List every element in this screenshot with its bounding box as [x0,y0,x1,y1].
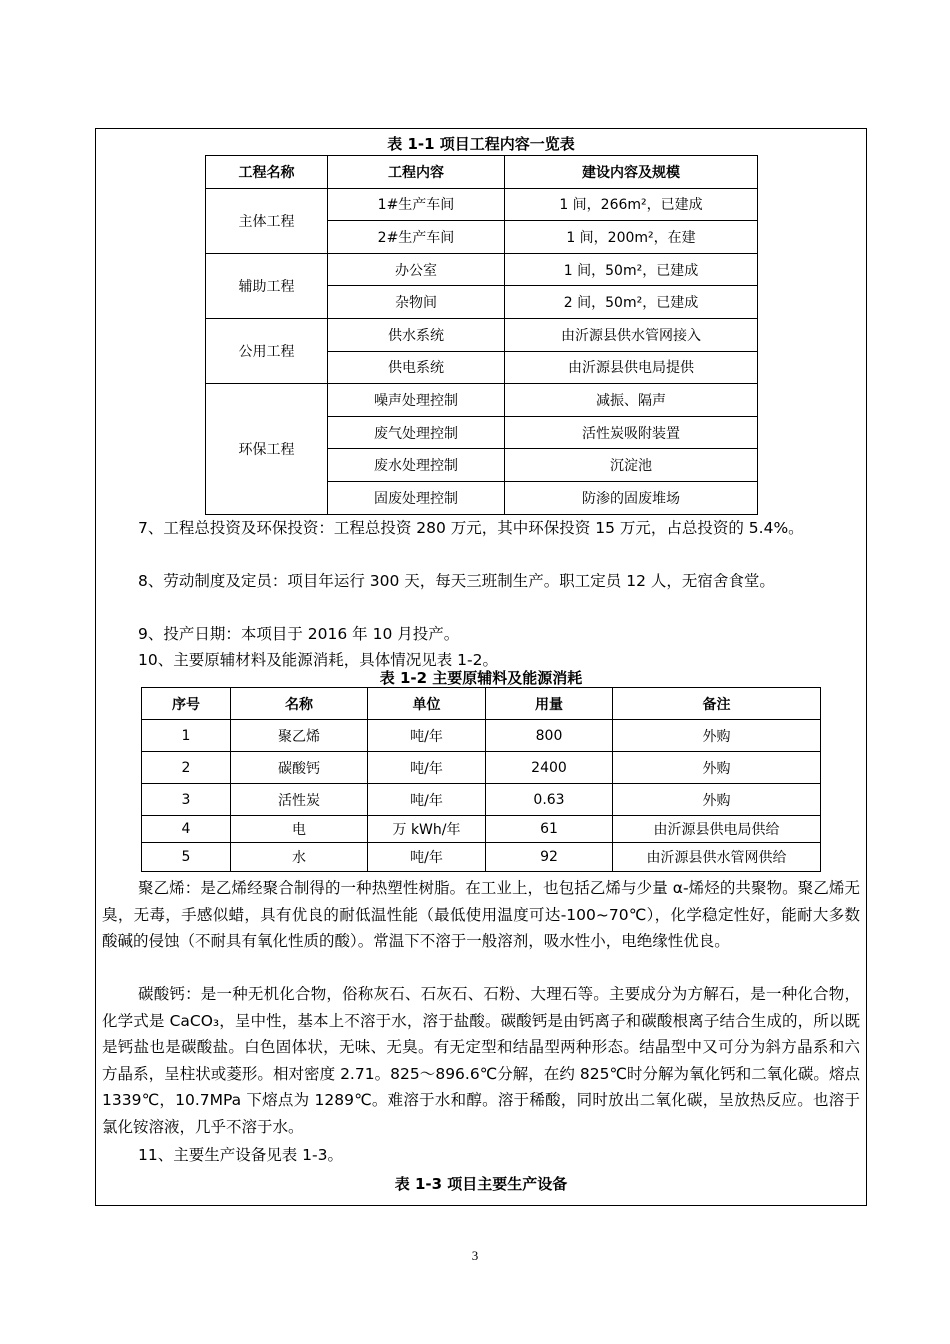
t1-cell: 2#生产车间 [328,221,505,254]
t1-cell: 1 间，266m²，已建成 [505,188,758,221]
t2-header: 单位 [368,688,486,720]
content-frame [95,128,867,1206]
t2-cell: 聚乙烯 [231,720,368,752]
t1-cell: 由沂源县供水管网接入 [505,318,758,351]
table2-caption: 表 1-2 主要原辅料及能源消耗 [379,669,583,687]
t1-cell: 废水处理控制 [328,449,505,482]
t2-cell: 外购 [613,752,821,784]
t2-header: 名称 [231,688,368,720]
t1-cell: 杂物间 [328,286,505,319]
page-number: 3 [471,1248,479,1263]
table-1-1 [205,155,758,515]
t1-cell: 办公室 [328,253,505,286]
t2-header: 用量 [486,688,613,720]
polyethylene-paragraph: 聚乙烯：是乙烯经聚合制得的一种热塑性树脂。在工业上，也包括乙烯与少量 α-烯烃的共聚物。聚乙烯无臭，无毒，手感似蜡，具有优良的耐低温性能（最低使用温度可达-100~70℃），化学稳定性好，能耐大多数酸碱的侵蚀（不耐具有氧化性质的酸）。常温下不溶于一般溶剂，吸水性小，电绝缘性优良。 [102,879,860,950]
t2-cell: 800 [486,720,613,752]
t2-cell: 0.63 [486,784,613,816]
t1-cell: 供水系统 [328,318,505,351]
t2-cell: 由沂源县供电局供给 [613,816,821,843]
t1-cell: 1 间，50m²，已建成 [505,253,758,286]
t1-cell: 活性炭吸附装置 [505,416,758,449]
t2-cell: 5 [142,843,231,872]
t2-cell: 吨/年 [368,752,486,784]
table1-caption: 表 1-1 项目工程内容一览表 [387,135,575,153]
t1-header: 建设内容及规模 [505,156,758,189]
t1-cell: 减振、隔声 [505,384,758,417]
t1-cell: 由沂源县供电局提供 [505,351,758,384]
t1-cell: 废气处理控制 [328,416,505,449]
t2-cell: 由沂源县供水管网供给 [613,843,821,872]
t1-cell: 防渗的固废堆场 [505,481,758,514]
t2-header: 序号 [142,688,231,720]
t1-group: 辅助工程 [206,253,328,318]
table-1-2 [141,687,821,872]
t2-cell: 碳酸钙 [231,752,368,784]
t2-cell: 2 [142,752,231,784]
t2-cell: 3 [142,784,231,816]
t2-cell: 水 [231,843,368,872]
paragraph-11: 11、主要生产设备见表 1-3。 [138,1146,343,1164]
t2-cell: 吨/年 [368,843,486,872]
t2-cell: 吨/年 [368,784,486,816]
t1-header: 工程名称 [206,156,328,189]
t1-cell: 固废处理控制 [328,481,505,514]
paragraph-8: 8、劳动制度及定员：项目年运行 300 天，每天三班制生产。职工定员 12 人，无宿舍食堂。 [138,572,775,590]
t2-cell: 吨/年 [368,720,486,752]
t1-cell: 2 间，50m²，已建成 [505,286,758,319]
t2-cell: 外购 [613,784,821,816]
calcium-carbonate-paragraph: 碳酸钙：是一种无机化合物，俗称灰石、石灰石、石粉、大理石等。主要成分为方解石，是一种化合物，化学式是 CaCO₃，呈中性，基本上不溶于水，溶于盐酸。碳酸钙是由钙离子和碳酸根离子结合生成的，所以既是钙盐也是碳酸盐。白色固体状，无味、无臭。有无定型和结晶型两种形态。结晶型中又可分为斜方晶系和六方晶系，呈柱状或菱形。相对密度 2.71。825～896.6℃分解，在约 825℃时分解为氧化钙和二氧化碳。熔点 1339℃，10.7MPa 下熔点为 1289℃。难溶于水和醇。溶于稀酸，同时放出二氧化碳，呈放热反应。也溶于氯化铵溶液，几乎不溶于水。 [102,985,860,1136]
t2-cell: 1 [142,720,231,752]
t1-cell: 1#生产车间 [328,188,505,221]
paragraph-10: 10、主要原辅材料及能源消耗，具体情况见表 1-2。 [138,651,498,669]
t2-cell: 电 [231,816,368,843]
t2-cell: 4 [142,816,231,843]
t2-cell: 92 [486,843,613,872]
t2-cell: 61 [486,816,613,843]
paragraph-9: 9、投产日期：本项目于 2016 年 10 月投产。 [138,625,460,643]
t1-group: 环保工程 [206,384,328,514]
paragraph-7: 7、工程总投资及环保投资：工程总投资 280 万元，其中环保投资 15 万元，占总投资的 5.4%。 [138,519,804,537]
table3-caption: 表 1-3 项目主要生产设备 [394,1175,568,1193]
t2-cell: 外购 [613,720,821,752]
t1-cell: 噪声处理控制 [328,384,505,417]
t1-group: 主体工程 [206,188,328,253]
t2-header: 备注 [613,688,821,720]
t1-cell: 沉淀池 [505,449,758,482]
t2-cell: 2400 [486,752,613,784]
t2-cell: 万 kWh/年 [368,816,486,843]
t1-cell: 供电系统 [328,351,505,384]
t1-header: 工程内容 [328,156,505,189]
t1-cell: 1 间，200m²，在建 [505,221,758,254]
t1-group: 公用工程 [206,318,328,383]
t2-cell: 活性炭 [231,784,368,816]
